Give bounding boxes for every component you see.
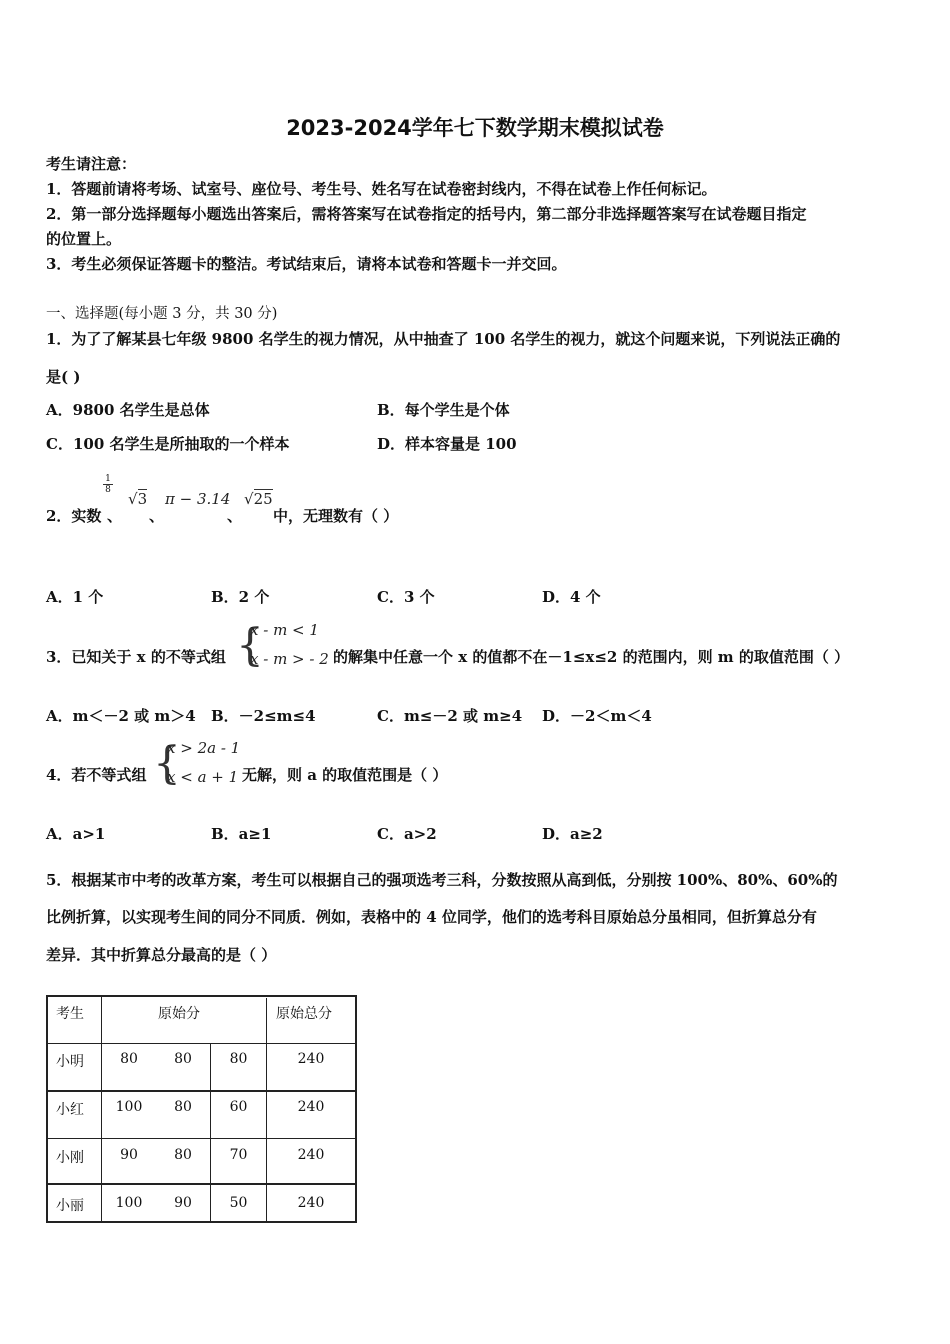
question-3-prefix: 3．已知关于 x 的不等式组 <box>46 648 226 666</box>
q2-option-a: A．1 个 <box>46 588 104 606</box>
table-cell-score: 80 <box>174 1099 192 1115</box>
radical-sign: √ <box>128 490 138 508</box>
table-border <box>46 1138 357 1139</box>
question-4-prefix: 4．若不等式组 <box>46 766 147 784</box>
table-border <box>46 1043 357 1044</box>
system-brace: { <box>153 738 181 789</box>
table-cell-score: 80 <box>174 1147 192 1163</box>
q2-option-b: B．2 个 <box>211 588 270 606</box>
table-cell-score: 100 <box>115 1099 143 1115</box>
table-cell-name: 小明 <box>56 1054 84 1070</box>
inequality-1: x > 2a - 1 <box>167 739 241 757</box>
table-cell-total: 240 <box>297 1099 325 1115</box>
sqrt-25 <box>244 490 273 508</box>
fraction-denominator: 8 <box>103 484 113 495</box>
table-border <box>355 995 357 1223</box>
question-5-stem-cont: 差异．其中折算总分最高的是（ ） <box>46 946 277 964</box>
notice-item: 2．第一部分选择题每小题选出答案后，需将答案写在试卷指定的括号内，第二部分非选择题答案写在试卷题目指定 <box>46 205 807 223</box>
table-border <box>46 1090 357 1092</box>
table-cell-score: 60 <box>229 1099 248 1115</box>
table-cell-score: 90 <box>120 1147 138 1163</box>
inequality-2: x < a + 1 <box>167 768 239 786</box>
system-brace: { <box>236 620 264 671</box>
inequality-2: x - m > - 2 <box>250 650 329 668</box>
table-cell-total: 240 <box>297 1195 325 1211</box>
question-4-suffix: 无解，则 a 的取值范围是（ ） <box>242 766 448 784</box>
table-cell-score: 90 <box>174 1195 192 1211</box>
table-header-raw-scores: 原始分 <box>158 1006 200 1022</box>
q2-option-c: C．3 个 <box>377 588 435 606</box>
notice-item: 的位置上。 <box>46 230 122 248</box>
table-cell-score: 100 <box>115 1195 143 1211</box>
table-cell-name: 小丽 <box>56 1198 84 1214</box>
separator: 、 <box>227 507 243 525</box>
radicand: 25 <box>253 490 273 508</box>
question-2-prefix: 2．实数 <box>46 507 102 525</box>
table-cell-name: 小红 <box>56 1102 84 1118</box>
fraction <box>103 474 113 495</box>
question-5-stem-cont: 比例折算，以实现考生间的同分不同质．例如，表格中的 4 位同学，他们的选考科目原始总分虽相同，但折算总分有 <box>46 908 817 926</box>
question-1-stem: 1．为了了解某县七年级 9800 名学生的视力情况，从中抽查了 100 名学生的视力，就这个问题来说，下列说法正确的 <box>46 330 841 348</box>
inequality-1: x - m < 1 <box>250 621 319 639</box>
table-border <box>46 1183 357 1185</box>
page-title: 2023-2024学年七下数学期末模拟试卷 <box>286 116 664 140</box>
question-2-suffix: 中，无理数有（ ） <box>273 507 399 525</box>
radical-sign: √ <box>244 490 254 508</box>
q4-option-d: D．a≥2 <box>542 825 603 843</box>
question-5-stem: 5．根据某市中考的改革方案，考生可以根据自己的强项选考三科，分数按照从高到低，分别按 100%、80%、60%的 <box>46 871 838 889</box>
table-cell-score: 70 <box>229 1147 248 1163</box>
q1-option-c: C．100 名学生是所抽取的一个样本 <box>46 435 290 453</box>
notice-item: 1．答题前请将考场、试室号、座位号、考生号、姓名写在试卷密封线内，不得在试卷上作任何标记。 <box>46 180 717 198</box>
table-cell-name: 小刚 <box>56 1150 84 1166</box>
q3-option-d: D．－2＜m＜4 <box>542 707 652 725</box>
q3-option-c: C．m≤－2 或 m≥4 <box>377 707 523 725</box>
table-cell-score: 80 <box>174 1051 192 1067</box>
q3-option-b: B．－2≤m≤4 <box>211 707 316 725</box>
table-header-raw-total: 原始总分 <box>276 1006 332 1022</box>
q1-option-d: D．样本容量是 100 <box>377 435 517 453</box>
q4-option-c: C．a>2 <box>377 825 437 843</box>
q1-option-b: B．每个学生是个体 <box>377 401 510 419</box>
table-cell-score: 80 <box>120 1051 138 1067</box>
table-cell-total: 240 <box>297 1147 325 1163</box>
q4-option-a: A．a>1 <box>46 825 106 843</box>
sqrt-3 <box>128 490 147 508</box>
notice-item: 3．考生必须保证答题卡的整洁。考试结束后，请将本试卷和答题卡一并交回。 <box>46 255 567 273</box>
notice-heading: 考生请注意： <box>46 155 137 173</box>
table-border <box>46 995 48 1223</box>
q4-option-b: B．a≥1 <box>211 825 272 843</box>
table-cell-score: 50 <box>229 1195 248 1211</box>
q3-option-a: A．m＜－2 或 m＞4 <box>46 707 196 725</box>
table-header-student: 考生 <box>56 1006 84 1022</box>
table-cell-score: 80 <box>229 1051 248 1067</box>
separator: 、 <box>149 507 165 525</box>
section-heading: 一、选择题(每小题 3 分，共 30 分) <box>46 306 278 322</box>
q1-option-a: A．9800 名学生是总体 <box>46 401 210 419</box>
fraction-numerator: 1 <box>105 474 111 484</box>
table-cell-total: 240 <box>297 1051 325 1067</box>
table-border <box>46 1221 357 1223</box>
table-border <box>46 995 357 997</box>
separator: 、 <box>107 507 123 525</box>
q2-option-d: D．4 个 <box>542 588 601 606</box>
question-3-suffix: 的解集中任意一个 x 的值都不在－1≤x≤2 的范围内，则 m 的取值范围（ ） <box>333 648 850 666</box>
question-1-stem-cont: 是( ) <box>46 368 81 386</box>
pi-expression: π − 3.14 <box>165 490 231 508</box>
radicand: 3 <box>137 490 148 508</box>
